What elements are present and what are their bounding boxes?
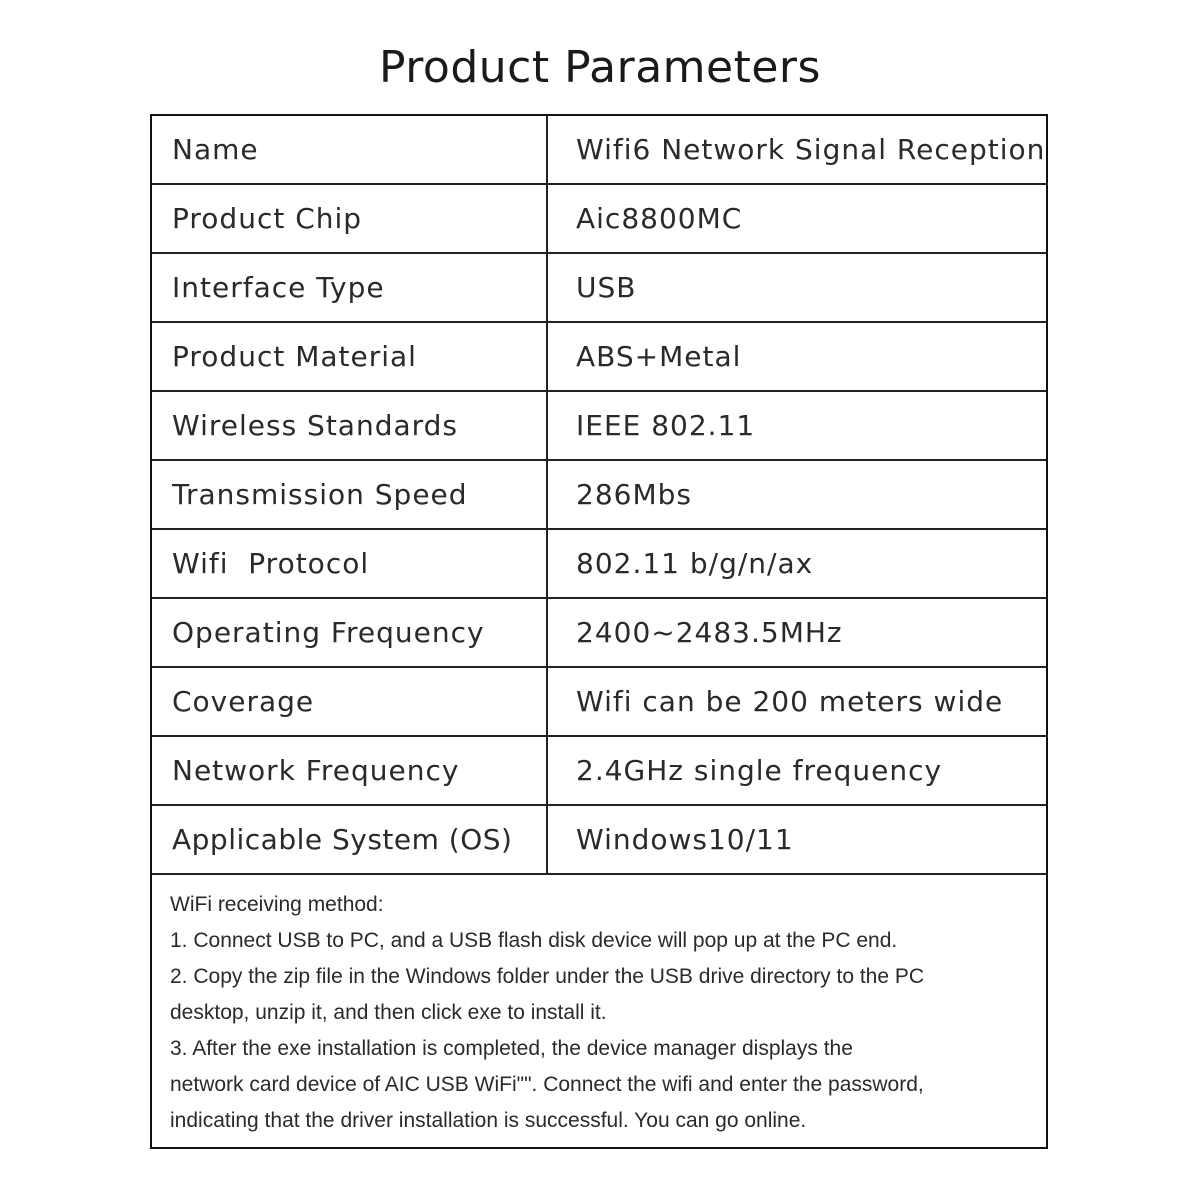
table-row: [152, 806, 1046, 875]
parameters-table: [150, 114, 1048, 1149]
notes-heading: WiFi receiving method:: [170, 893, 384, 916]
notes-line: indicating that the driver installation is successful. You can go online.: [170, 1109, 807, 1132]
notes-line: network card device of AIC USB WiFi"". Connect the wifi and enter the password,: [170, 1073, 924, 1096]
install-notes: [152, 875, 1046, 1147]
param-value: Aic8800MC: [576, 202, 743, 235]
param-label: Product Chip: [152, 185, 548, 252]
table-row: [152, 185, 1046, 254]
param-label: Interface Type: [152, 254, 548, 321]
param-label: Applicable System (OS): [152, 806, 548, 873]
param-label: Coverage: [152, 668, 548, 735]
page-title: Product Parameters: [379, 42, 821, 93]
notes-line: 3. After the exe installation is completed, the device manager displays the: [170, 1037, 853, 1060]
param-value: Wifi6 Network Signal Reception: [576, 133, 1046, 166]
param-label: Network Frequency: [152, 737, 548, 804]
param-value: 802.11 b/g/n/ax: [576, 547, 814, 580]
param-label: Name: [152, 116, 548, 183]
param-value: Windows10/11: [576, 823, 794, 856]
param-value: USB: [576, 271, 637, 304]
table-row: [152, 254, 1046, 323]
param-label: Transmission Speed: [152, 461, 548, 528]
table-row: [152, 392, 1046, 461]
table-row: [152, 116, 1046, 185]
notes-line: 1. Connect USB to PC, and a USB flash disk device will pop up at the PC end.: [170, 929, 898, 952]
table-row: [152, 461, 1046, 530]
param-value: ABS+Metal: [576, 340, 742, 373]
notes-line: desktop, unzip it, and then click exe to install it.: [170, 1001, 607, 1024]
param-value: 286Mbs: [576, 478, 692, 511]
table-row: [152, 599, 1046, 668]
table-row: [152, 323, 1046, 392]
param-label: Wireless Standards: [152, 392, 548, 459]
table-row: [152, 737, 1046, 806]
param-label: Operating Frequency: [152, 599, 548, 666]
param-value: 2400~2483.5MHz: [576, 616, 843, 649]
param-label: Wifi Protocol: [152, 530, 548, 597]
table-row: [152, 668, 1046, 737]
param-value: Wifi can be 200 meters wide: [576, 685, 1004, 718]
param-value: IEEE 802.11: [576, 409, 756, 442]
param-label: Product Material: [152, 323, 548, 390]
notes-line: 2. Copy the zip file in the Windows folder under the USB drive directory to the PC: [170, 965, 925, 988]
table-row: [152, 530, 1046, 599]
param-value: 2.4GHz single frequency: [576, 754, 943, 787]
